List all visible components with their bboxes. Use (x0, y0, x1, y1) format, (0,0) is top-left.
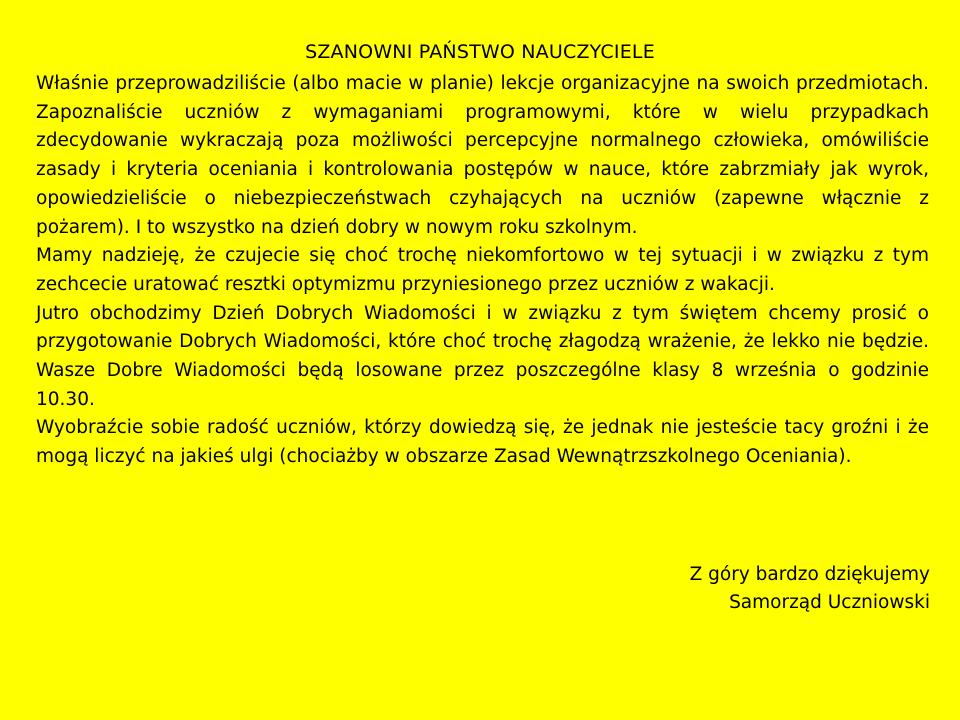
letter-paragraph-3: Jutro obchodzimy Dzień Dobrych Wiadomości i w związku z tym świętem chcemy prosić o przygotowanie Dobrych Wiadomości, które choć trochę złagodzą wrażenie, że lekko nie będzie. Wasze Dobre Wiadomości będą losowane przez poszczególne klasy 8 września o godzinie 10.30. (36, 302, 929, 410)
closing-line: Z góry bardzo dziękujemy (689, 564, 930, 585)
letter-signature-block (690, 561, 930, 617)
letter-paragraph-2: Mamy nadzieję, że czujecie się choć trochę niekomfortowo w tej sytuacji i w związku z tym zechcecie uratować resztki optymizmu przyniesionego przez uczniów z wakacji. (36, 245, 929, 295)
letter-paragraph-4: Wyobraźcie sobie radość uczniów, którzy dowiedzą się, że jednak nie jesteście tacy groźni i że mogą liczyć na jakieś ulgi (chociażby w obszarze Zasad Wewnątrzszkolnego Oceniania). (36, 417, 929, 468)
letter-body (36, 70, 929, 472)
letter-paragraph-1: Właśnie przeprowadziliście (albo macie w planie) lekcje organizacyjne na swoich przedmiotach. Zapoznaliście uczniów z wymaganiami programowymi, które w wielu przypadkach zdecydowanie wykraczają poza możliwości percepcyjne normalnego człowieka, omówiliście zasady i kryteria oceniania i kontrolowania postępów w nauce, które zabrzmiały jak wyrok, opowiedzieliście o niebezpieczeństwach czyhających na uczniów (zapewne włącznie z pożarem). I to wszystko na dzień dobry w nowym roku szkolnym. (36, 73, 929, 238)
letter-title: SZANOWNI PAŃSTWO NAUCZYCIELE (305, 41, 655, 63)
signature-line: Samorząd Uczniowski (729, 592, 930, 613)
